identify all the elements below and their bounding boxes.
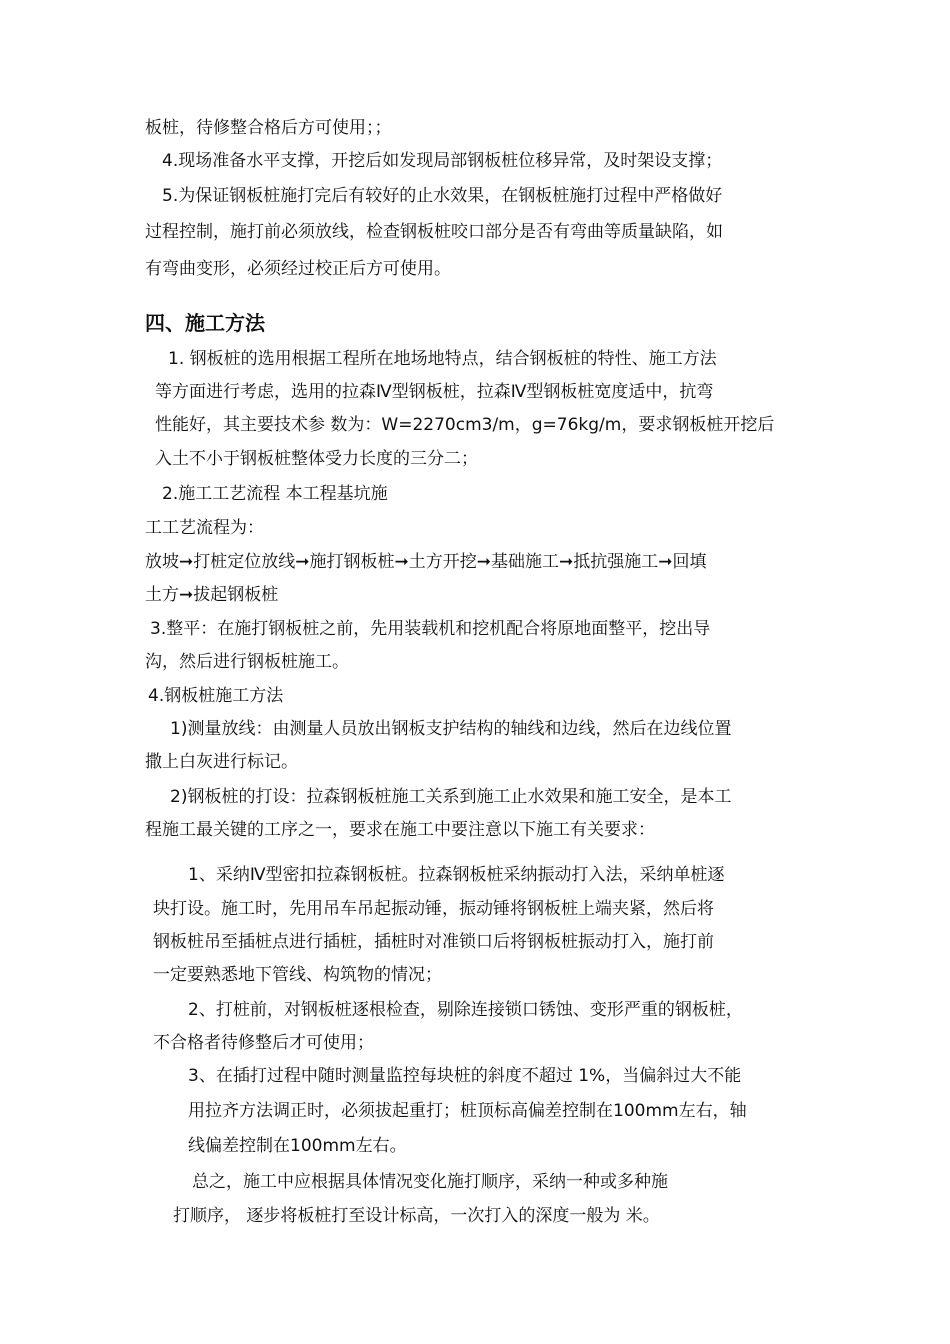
text-line: 线偏差控制在100mm左右。 xyxy=(188,1136,407,1156)
text-line: 4.钢板桩施工方法 xyxy=(148,686,284,706)
text-line: 2.施工工艺流程 本工程基坑施 xyxy=(162,484,388,504)
text-line: 沟，然后进行钢板桩施工。 xyxy=(145,652,349,672)
text-line: 不合格者待修整后才可使用； xyxy=(153,1033,374,1053)
text-line: 钢板桩吊至插桩点进行插桩，插桩时对准锁口后将钢板桩振动打入，施打前 xyxy=(153,932,714,952)
text-line: 撒上白灰进行标记。 xyxy=(145,752,298,772)
text-line: 总之，施工中应根据具体情况变化施打顺序，采纳一种或多种施 xyxy=(192,1172,668,1192)
text-line: 等方面进行考虑，选用的拉森Ⅳ型钢板桩，拉森Ⅳ型钢板桩宽度适中，抗弯 xyxy=(155,382,714,402)
text-line: 过程控制，施打前必须放线，检查钢板桩咬口部分是否有弯曲等质量缺陷，如 xyxy=(145,222,723,242)
text-line: 5.为保证钢板桩施打完后有较好的止水效果，在钢板桩施打过程中严格做好 xyxy=(162,186,723,206)
text-line: 入土不小于钢板桩整体受力长度的三分二； xyxy=(155,449,478,469)
text-line: 1、采纳Ⅳ型密扣拉森钢板桩。拉森钢板桩采纳振动打入法，采纳单桩逐 xyxy=(188,865,725,885)
text-line: 程施工最关键的工序之一，要求在施工中要注意以下施工有关要求： xyxy=(145,820,655,840)
text-line: 2)钢板桩的打设：拉森钢板桩施工关系到施工止水效果和施工安全，是本工 xyxy=(170,787,732,807)
text-line: 一定要熟悉地下管线、构筑物的情况； xyxy=(153,965,442,985)
text-line: 3.整平：在施打钢板桩之前，先用装载机和挖机配合将原地面整平，挖出导 xyxy=(150,619,711,639)
text-line: 放坡➞打桩定位放线➞施打钢板桩➞土方开挖➞基础施工➞抵抗强施工➞回填 xyxy=(145,552,707,572)
text-line: 用拉齐方法调正时，必须拔起重打；桩顶标高偏差控制在100mm左右，轴 xyxy=(188,1101,747,1121)
text-line: 板桩，待修整合格后方可使用；； xyxy=(145,118,392,138)
text-line: 性能好，其主要技术参 数为：W=2270cm3/m，g=76kg/m，要求钢板桩开挖后 xyxy=(155,415,775,435)
text-line: 块打设。施工时，先用吊车吊起振动锤，振动锤将钢板桩上端夹紧，然后将 xyxy=(153,899,714,919)
text-line: 打顺序， 逐步将板桩打至设计标高，一次打入的深度一般为 米。 xyxy=(173,1206,660,1226)
text-line: 4.现场准备水平支撑，开挖后如发现局部钢板桩位移异常，及时架设支撑； xyxy=(162,151,723,171)
text-line: 工工艺流程为： xyxy=(145,518,264,538)
text-line: 3、在插打过程中随时测量监控每块桩的斜度不超过 1%，当偏斜过大不能 xyxy=(188,1066,742,1086)
section-heading: 四、施工方法 xyxy=(145,311,265,335)
text-line: 1)测量放线：由测量人员放出钢板支护结构的轴线和边线，然后在边线位置 xyxy=(170,719,732,739)
text-line: 2、打桩前，对钢板桩逐根检查，剔除连接锁口锈蚀、变形严重的钢板桩， xyxy=(188,1000,743,1020)
text-line: 有弯曲变形，必须经过校正后方可使用。 xyxy=(145,259,451,279)
text-line: 土方➞拔起钢板桩 xyxy=(145,585,279,605)
text-line: 1. 钢板桩的选用根据工程所在地场地特点，结合钢板桩的特性、施工方法 xyxy=(168,349,717,369)
